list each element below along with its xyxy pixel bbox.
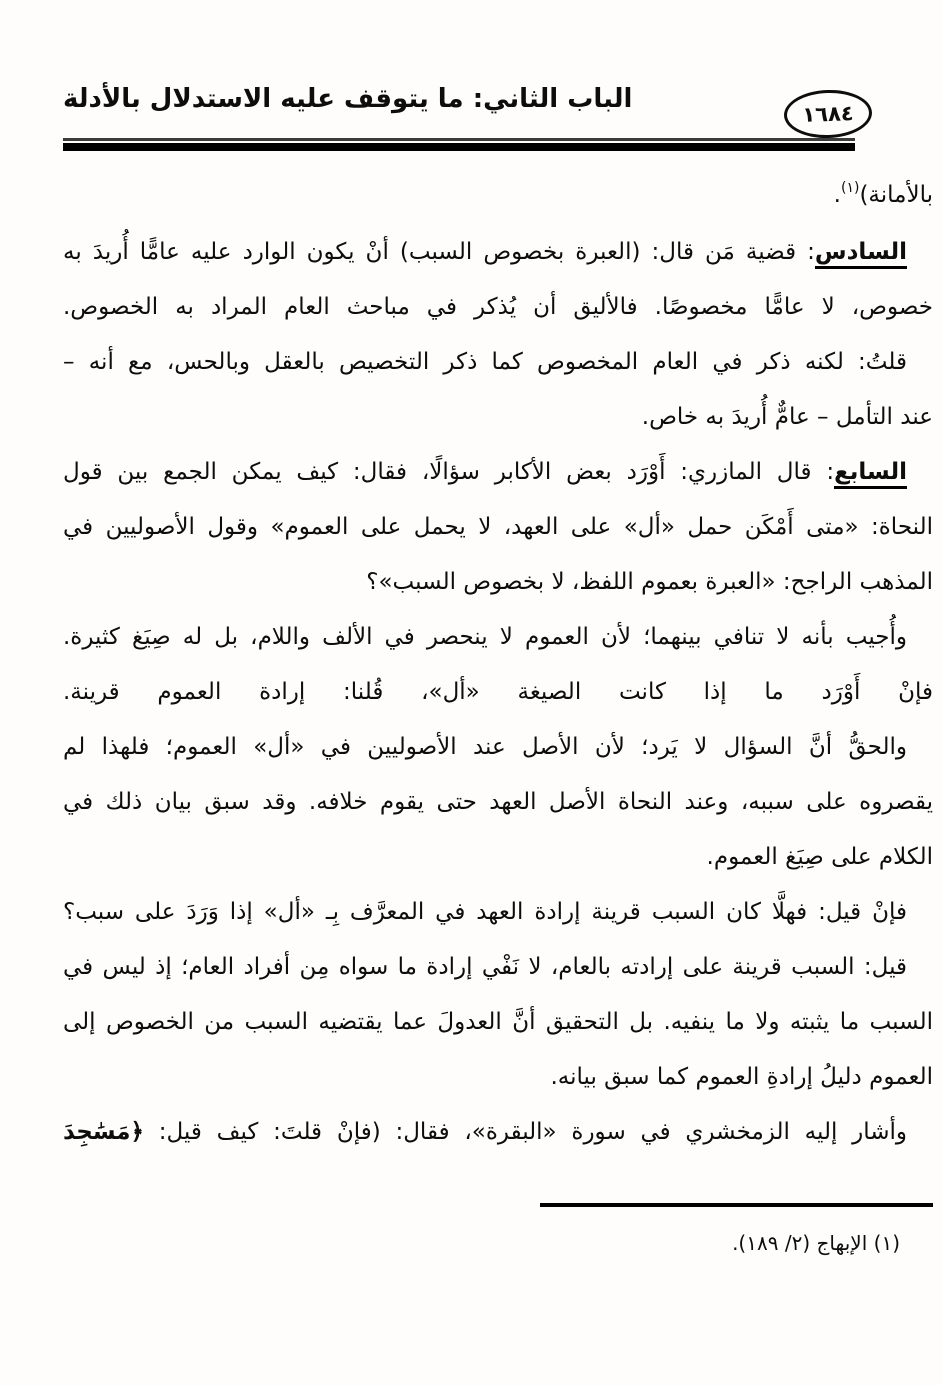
page-number: ١٦٨٤ bbox=[801, 101, 855, 127]
text-line bbox=[63, 445, 933, 500]
footnote-marker: (١) bbox=[873, 1231, 900, 1255]
text-segment: والحقُّ أنَّ السؤال لا يَرد؛ لأن الأصل عند الأصوليين في «أل» العموم؛ فلهذا لم bbox=[63, 734, 907, 760]
text-segment: خصوص، لا عامًّا مخصوصًا. فالأليق أن يُذكر في مباحث العام المراد به الخصوص. bbox=[63, 294, 933, 320]
paragraph bbox=[63, 885, 933, 940]
paragraph bbox=[63, 940, 933, 1105]
page-number-badge bbox=[783, 88, 873, 139]
text-line bbox=[63, 500, 933, 555]
quran-text: ﴿مَسَٰجِدَ bbox=[63, 1119, 144, 1145]
chapter-title: الباب الثاني: ما يتوقف عليه الاستدلال بالأدلة bbox=[63, 84, 633, 114]
text-segment: : قضية مَن قال: (العبرة بخصوص السبب) أنْ يكون الوارد عليه عامًّا أُريدَ به bbox=[63, 239, 815, 265]
header-rule-thin-line bbox=[63, 138, 855, 141]
section-keyword: السابع bbox=[834, 459, 907, 489]
footnote-ref: (١) bbox=[840, 180, 860, 196]
paragraph bbox=[63, 1105, 933, 1160]
text-line bbox=[63, 720, 933, 775]
paragraph bbox=[63, 161, 933, 216]
text-segment: الكلام على صِيَغ العموم. bbox=[706, 844, 933, 870]
paragraph bbox=[63, 445, 933, 610]
footnote-separator bbox=[540, 1203, 933, 1207]
text-segment: يقصروه على سببه، وعند النحاة الأصل العهد حتى يقوم خلافه. وقد سبق بيان ذلك في bbox=[63, 789, 933, 815]
text-segment: السبب ما يثبته ولا ما ينفيه. بل التحقيق أنَّ العدولَ عما يقتضيه السبب من الخصوص إلى bbox=[63, 1009, 933, 1035]
text-segment: قيل: السبب قرينة على إرادته بالعام، لا نَفْي إرادة ما سواه مِن أفراد العام؛ إذ ليس في bbox=[63, 954, 907, 980]
text-segment: . bbox=[833, 182, 841, 208]
text-segment: العموم دليلُ إرادةِ العموم كما سبق بيانه. bbox=[550, 1064, 933, 1090]
text-line bbox=[63, 830, 933, 885]
text-segment: وأشار إليه الزمخشري في سورة «البقرة»، فقال: (فإنْ قلتَ: كيف قيل: bbox=[143, 1119, 907, 1145]
text-line bbox=[63, 1050, 933, 1105]
section-keyword: السادس bbox=[815, 239, 907, 269]
text-line bbox=[63, 665, 933, 720]
header-rule-thick-line bbox=[63, 143, 855, 151]
text-segment: : قال المازري: أَوْرَد بعض الأكابر سؤالًا، فقال: كيف يمكن الجمع بين قول bbox=[63, 459, 835, 485]
text-line bbox=[63, 885, 933, 940]
paragraph bbox=[63, 720, 933, 885]
header-rule bbox=[63, 138, 855, 151]
text-segment: وأُجيب بأنه لا تنافي بينهما؛ لأن العموم لا ينحصر في الألف واللام، بل له صِيَغ كثيرة. bbox=[63, 624, 907, 650]
text-segment: بالأمانة) bbox=[859, 182, 933, 208]
footnote-text: الإبهاج (٢/ ١٨٩). bbox=[732, 1231, 868, 1255]
text-segment: النحاة: «متى أَمْكَن حمل «أل» على العهد، لا يحمل على العموم» وقول الأصوليين في bbox=[63, 514, 933, 540]
text-segment: المذهب الراجح: «العبرة بعموم اللفظ، لا بخصوص السبب»؟ bbox=[366, 569, 933, 595]
text-line bbox=[63, 775, 933, 830]
text-line bbox=[63, 335, 933, 390]
text-line bbox=[63, 1105, 933, 1160]
text-line bbox=[63, 161, 933, 216]
text-segment: فإنْ أَوْرَد ما إذا كانت الصيغة «أل»، قُلنا: إرادة العموم قرينة. bbox=[63, 679, 933, 705]
body-text bbox=[63, 161, 933, 1160]
text-line bbox=[63, 555, 933, 610]
text-segment: قلتُ: لكنه ذكر في العام المخصوص كما ذكر التخصيص بالعقل وبالحس، مع أنه – bbox=[63, 349, 907, 375]
paragraph bbox=[63, 335, 933, 445]
text-segment: فإنْ قيل: فهلَّا كان السبب قرينة إرادة العهد في المعرَّف بِـ «أل» إذا وَرَدَ على سبب؟ bbox=[63, 899, 907, 925]
text-line bbox=[63, 610, 933, 665]
text-segment: عند التأمل – عامٌّ أُريدَ به خاص. bbox=[641, 404, 933, 430]
text-line bbox=[63, 940, 933, 995]
footnote bbox=[732, 1231, 900, 1255]
paragraph bbox=[63, 610, 933, 720]
text-line bbox=[63, 225, 933, 280]
paragraph bbox=[63, 225, 933, 335]
text-line bbox=[63, 280, 933, 335]
text-line bbox=[63, 995, 933, 1050]
text-line bbox=[63, 390, 933, 445]
